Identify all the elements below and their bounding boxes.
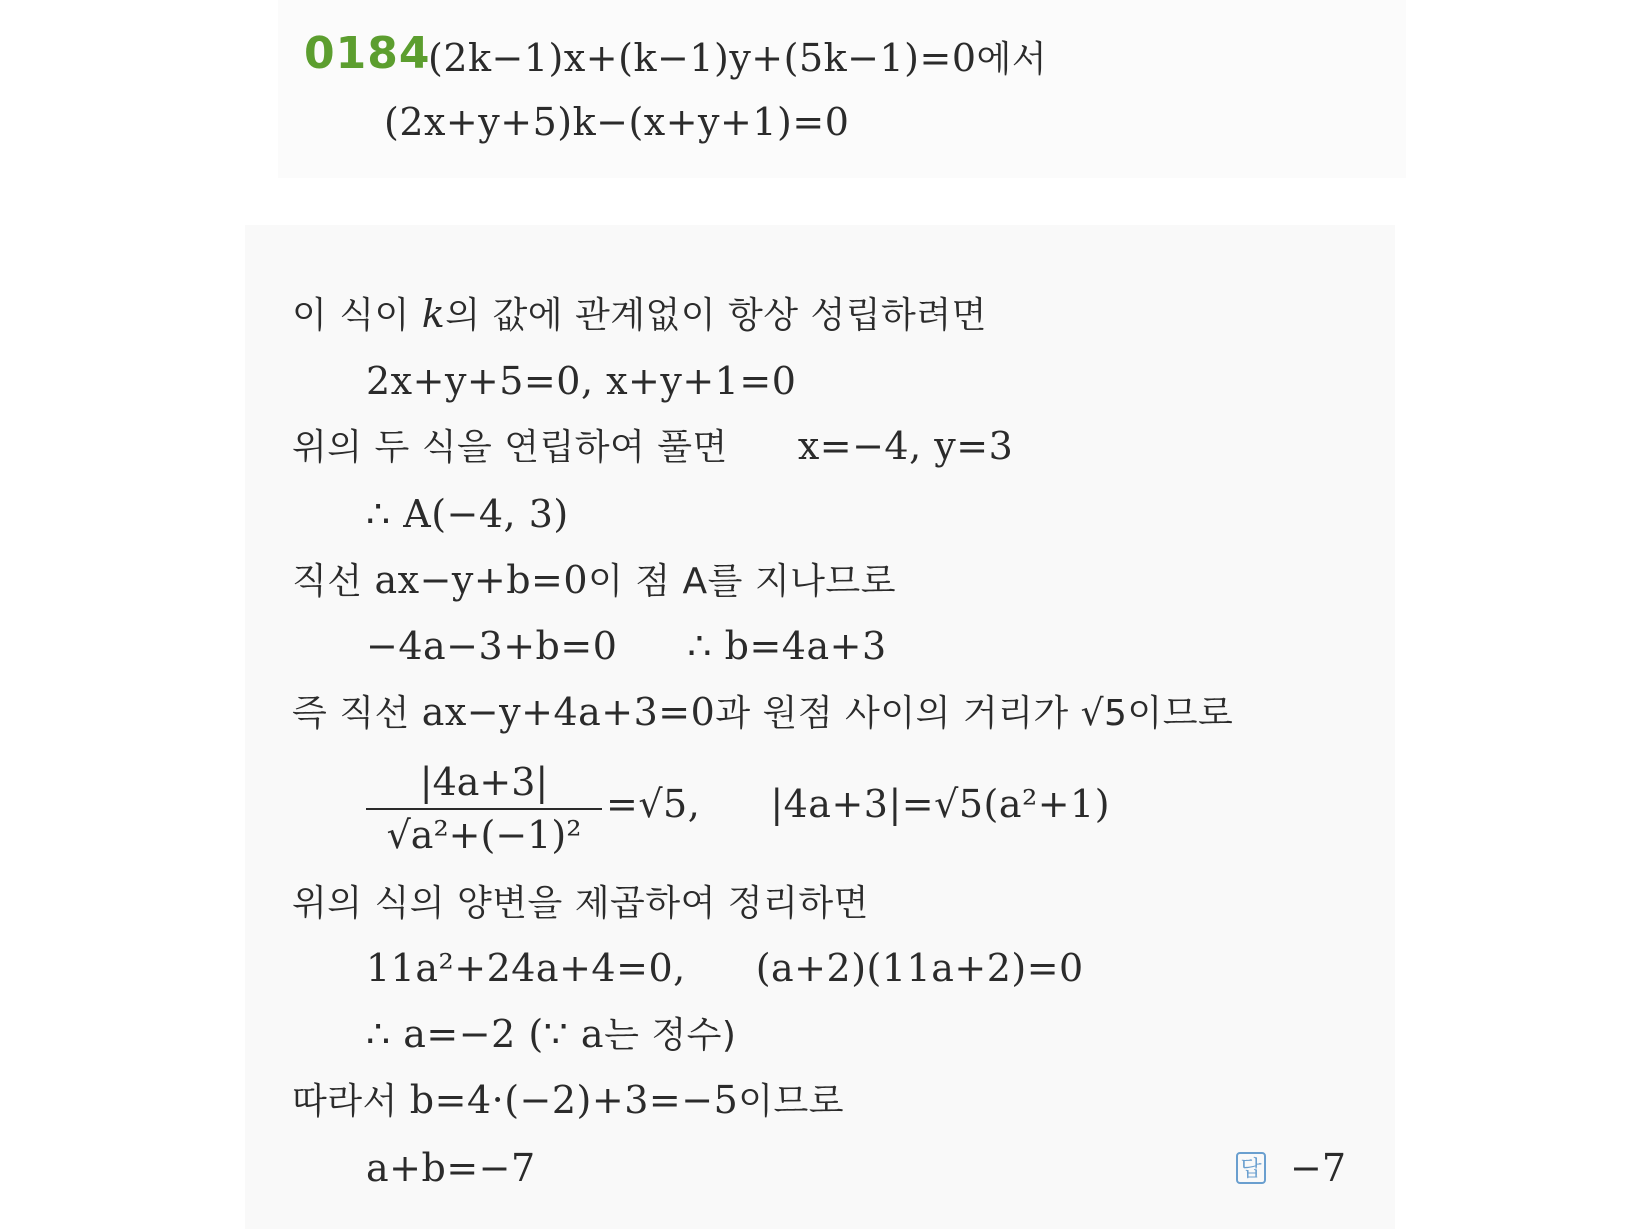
solution-line-3 [292,422,1013,472]
text-part: 즉 직선 [292,693,422,734]
math-part: ∴ a=−2 (∵ a [366,1012,605,1056]
solution-line-10 [366,944,1084,992]
solution-line-9 [292,878,869,928]
problem-number: 0184 [304,28,431,79]
solution-line-2: 2x+y+5=0, x+y+1=0 [366,359,797,403]
solution-line-12 [292,1076,844,1126]
equation-tail: 에서 [976,39,1048,80]
solution-line-13: a+b=−7 [366,1146,536,1190]
distance-fraction [366,758,602,860]
problem-panel [278,0,1406,178]
math-part: 11a²+24a+4=0, [366,946,686,990]
math-part: −4a−3+b=0 [366,624,618,668]
solution-line-1 [292,290,987,340]
math-part: x=−4, y=3 [797,424,1014,468]
solution-line-5 [292,556,896,606]
math-part: ax−y+4a+3=0 [421,690,716,734]
text-part: 이므로 [738,1081,845,1122]
math-part: |4a+3|=√5(a²+1) [770,782,1111,826]
math-part: ∴ b=4a+3 [687,624,887,668]
text-part: 이 점 A를 지나므로 [588,561,896,602]
text-part: 과 원점 사이의 거리가 √5이므로 [715,693,1234,734]
text-part: 위의 두 식을 연립하여 풀면 [292,427,728,468]
math-part: b=4·(−2)+3=−5 [409,1078,739,1122]
math-part: k [421,292,446,336]
math-part: ax−y+b=0 [374,558,589,602]
solution-line-7 [292,688,1233,738]
fraction-denominator: √a²+(−1)² [386,813,582,857]
equation-math: (2k−1)x+(k−1)y+(5k−1)=0 [428,36,977,80]
solution-line-8 [606,780,1110,828]
math-part: =√5, [606,782,701,826]
text-part: 따라서 [292,1081,410,1122]
text-part: 이 식이 [292,295,422,336]
text-part: 의 값에 관계없이 항상 성립하려면 [445,295,987,336]
solution-line-6 [366,622,887,670]
text-part: 위의 식의 양변을 제곱하여 정리하면 [292,883,869,924]
solution-line-4: ∴ A(−4, 3) [366,492,569,536]
problem-equation [428,34,1047,84]
final-answer: −7 [1290,1146,1347,1190]
text-part: 는 정수) [604,1015,737,1056]
rearranged-equation: (2x+y+5)k−(x+y+1)=0 [384,100,850,144]
fraction-numerator: |4a+3| [419,760,549,804]
solution-line-11 [366,1010,736,1060]
answer-mark-icon: 답 [1236,1152,1266,1184]
math-part: (a+2)(11a+2)=0 [755,946,1084,990]
text-part: 직선 [292,561,375,602]
